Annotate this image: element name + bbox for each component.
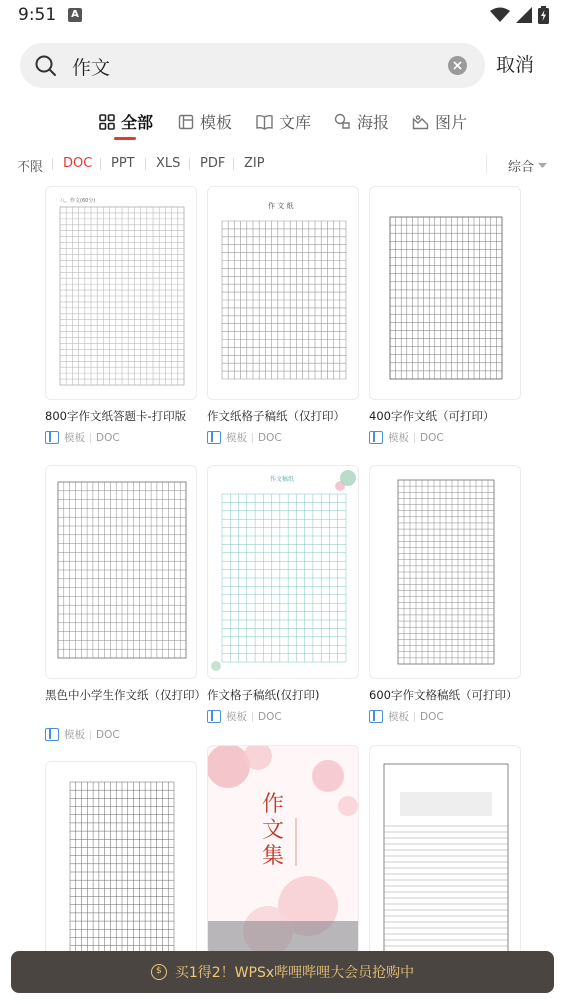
search-icon <box>34 54 58 78</box>
sort-dropdown[interactable] <box>508 156 547 175</box>
notification-icon: A <box>68 8 82 22</box>
tab-all-label: 全部 <box>121 113 154 132</box>
battery-icon <box>538 6 549 24</box>
result-type: 模板 <box>64 432 85 444</box>
result-title: 黑色中小学生作文纸（仅打印） <box>45 688 206 702</box>
format-divider <box>100 158 101 170</box>
clear-icon[interactable] <box>448 56 467 75</box>
result-format: DOC <box>258 710 282 723</box>
format-pdf[interactable]: PDF <box>200 156 226 171</box>
sort-divider <box>486 155 487 173</box>
signal-icon <box>516 7 532 23</box>
tab-template[interactable] <box>178 110 232 133</box>
result-title: 600字作文格稿纸（可打印） <box>369 688 518 702</box>
format-divider <box>52 158 53 170</box>
sort-label: 综合 <box>508 160 535 175</box>
tab-poster[interactable] <box>334 110 389 133</box>
format-zip[interactable]: ZIP <box>244 156 265 171</box>
result-type: 模板 <box>388 432 409 444</box>
result-thumbnail[interactable] <box>207 465 359 679</box>
meta-divider <box>252 712 253 722</box>
result-title: 400字作文纸（可打印） <box>369 409 495 423</box>
template-icon <box>45 728 59 741</box>
thumb-heading: 八、作文(60分) <box>60 198 96 204</box>
search-box[interactable] <box>20 43 485 88</box>
tab-poster-label: 海报 <box>357 113 390 132</box>
result-format: DOC <box>420 710 444 723</box>
cancel-button[interactable]: 取消 <box>496 50 534 77</box>
format-filter <box>0 153 565 177</box>
result-meta <box>45 727 120 742</box>
template-icon <box>45 431 59 444</box>
result-meta <box>45 430 120 445</box>
template-icon <box>369 710 383 723</box>
category-tabs <box>0 106 565 146</box>
template-icon <box>207 431 221 444</box>
format-xls[interactable]: XLS <box>156 156 181 171</box>
tab-all[interactable] <box>99 110 153 133</box>
result-format: DOC <box>96 431 120 444</box>
result-title: 作文格子稿纸(仅打印) <box>207 688 320 702</box>
result-thumbnail[interactable] <box>369 465 521 679</box>
thumb-heading: 作文集 <box>262 792 285 869</box>
search-input[interactable] <box>72 52 432 80</box>
meta-divider <box>90 730 91 740</box>
grid-icon <box>99 114 115 130</box>
wifi-icon <box>490 7 510 23</box>
format-ppt[interactable]: PPT <box>111 156 135 171</box>
template-icon <box>369 431 383 444</box>
result-meta <box>207 709 282 724</box>
status-icons <box>490 6 549 24</box>
result-type: 模板 <box>226 432 247 444</box>
result-thumbnail[interactable] <box>207 745 359 955</box>
image-icon <box>412 114 429 130</box>
result-type: 模板 <box>64 729 85 741</box>
result-title: 作文纸格子稿纸（仅打印） <box>207 409 345 423</box>
result-meta <box>207 430 282 445</box>
meta-divider <box>90 433 91 443</box>
caret-down-icon <box>538 163 547 169</box>
status-bar <box>0 0 565 32</box>
meta-divider <box>252 433 253 443</box>
coin-icon: $ <box>151 964 167 980</box>
result-format: DOC <box>420 431 444 444</box>
thumb-heading: 作 文 纸 <box>268 202 294 210</box>
format-divider <box>233 158 234 170</box>
result-format: DOC <box>258 431 282 444</box>
result-meta <box>369 430 444 445</box>
tab-library-label: 文库 <box>279 113 312 132</box>
result-thumbnail[interactable] <box>45 465 197 679</box>
result-thumbnail[interactable] <box>45 186 197 400</box>
template-icon <box>178 114 194 130</box>
format-divider <box>145 158 146 170</box>
format-any[interactable]: 不限 <box>17 160 44 175</box>
tab-image-label: 图片 <box>435 113 468 132</box>
book-icon <box>256 114 273 130</box>
result-meta <box>369 709 444 724</box>
tab-image[interactable] <box>412 110 467 133</box>
format-divider <box>189 158 190 170</box>
result-format: DOC <box>96 728 120 741</box>
poster-icon <box>334 113 351 130</box>
promo-text: 买1得2！WPSx哔哩哔哩大会员抢购中 <box>174 965 415 981</box>
status-time: 9:51 <box>18 5 57 25</box>
promo-banner[interactable] <box>11 951 554 993</box>
result-type: 模板 <box>226 711 247 723</box>
result-thumbnail[interactable] <box>45 761 197 961</box>
tab-library[interactable] <box>256 110 311 133</box>
result-thumbnail[interactable] <box>369 745 521 955</box>
thumb-heading: 作文稿纸 <box>270 476 295 483</box>
result-thumbnail[interactable] <box>369 186 521 400</box>
template-icon <box>207 710 221 723</box>
meta-divider <box>414 712 415 722</box>
result-type: 模板 <box>388 711 409 723</box>
result-thumbnail[interactable] <box>207 186 359 400</box>
tab-template-label: 模板 <box>200 113 233 132</box>
meta-divider <box>414 433 415 443</box>
format-doc[interactable]: DOC <box>63 156 93 171</box>
active-tab-indicator <box>114 137 136 140</box>
result-title: 800字作文纸答题卡-打印版 <box>45 409 187 423</box>
